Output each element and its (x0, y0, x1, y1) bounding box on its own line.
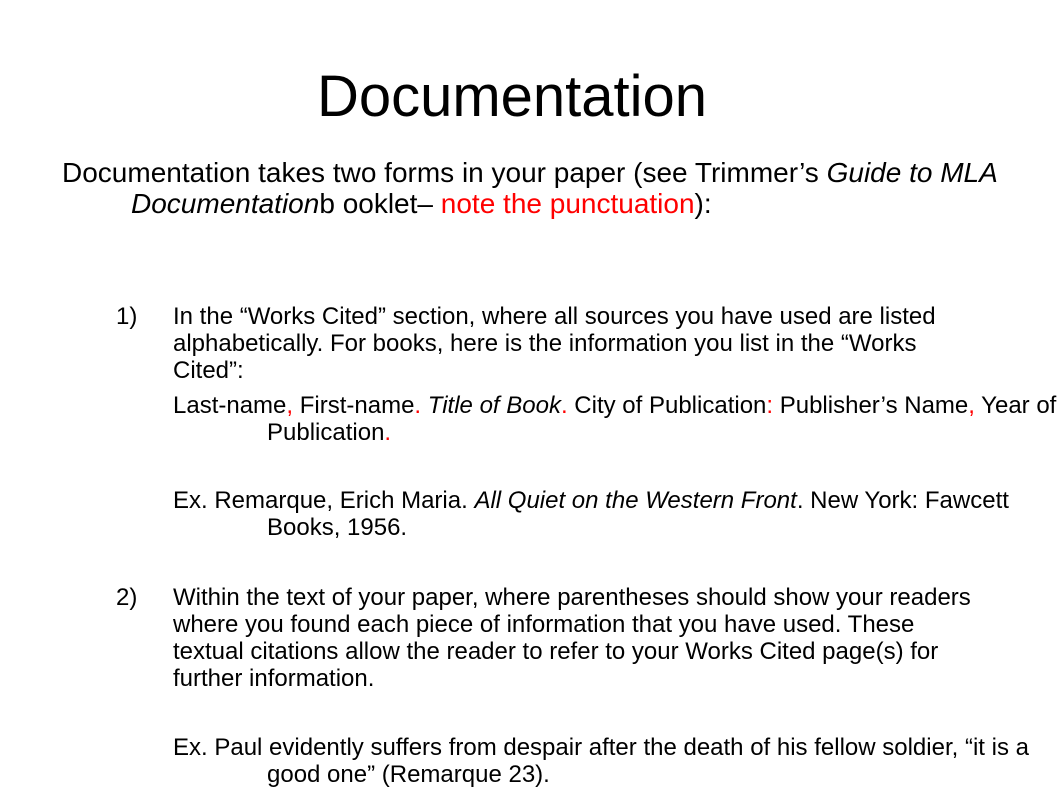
works-cited-example (173, 487, 1057, 541)
list-item-works-cited (116, 303, 976, 384)
list-number-2: 2) (116, 584, 138, 611)
example-publication: . New York: Fawcett Books, 1956. (267, 487, 1009, 541)
format-comma-1: , (286, 392, 294, 419)
intro-text-b: b ooklet– (319, 188, 441, 219)
intro-text-a: Documentation takes two forms in your paper (see Trimmer’s (62, 157, 827, 188)
works-cited-format (173, 392, 1057, 446)
list-item-textual-citations (116, 584, 976, 692)
format-period-2: . (560, 392, 568, 419)
slide-title: Documentation (316, 64, 708, 129)
format-colon: : (766, 392, 774, 419)
example-book-title: All Quiet on the Western Front (474, 487, 797, 514)
intro-guide-title: Guide to MLA Documentation (131, 157, 997, 219)
format-first-name: First-name (293, 392, 415, 419)
format-publisher: Publisher’s Name (773, 392, 969, 419)
format-city: City of Publication (567, 392, 767, 419)
format-last-name: Last-name (173, 392, 287, 419)
intro-text-c: ): (694, 188, 712, 219)
format-title-of-book: Title of Book (427, 392, 561, 419)
textual-citations-text: Within the text of your paper, where parentheses should show your readers where you found each piece of information that you have used. These textual citations allow the reader to refer to your Works Cited page(s) for further information. (173, 584, 971, 692)
list-number-1: 1) (116, 303, 138, 330)
format-period-3: . (384, 419, 392, 446)
format-period-1: . (414, 392, 422, 419)
format-comma-2: , (968, 392, 975, 419)
intro-paragraph (62, 157, 1031, 219)
works-cited-text: In the “Works Cited” section, where all sources you have used are listed alphabetically. For books, here is the information you list in the “Works Cited”: (173, 303, 936, 384)
example-author: Ex. Remarque, Erich Maria. (173, 487, 475, 514)
textual-citation-example: Ex. Paul evidently suffers from despair after the death of his fellow soldier, “it is a good one” (Remarque 23). (173, 734, 1029, 788)
intro-note-punctuation: note the punctuation (440, 188, 695, 219)
format-year: Year of Publication (267, 392, 1057, 446)
